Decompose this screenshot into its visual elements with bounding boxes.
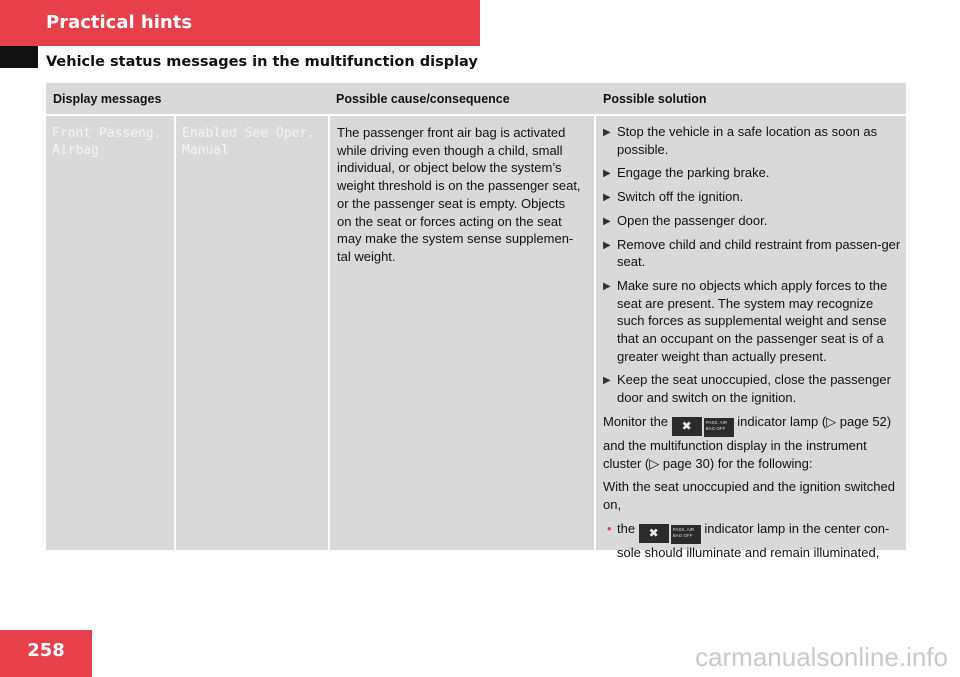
indicator-lamp — [672, 417, 734, 437]
step-item: ▶ Make sure no objects which apply forces to the seat are present. The system may recognize such forces as supplemental weight and sense that an occupant on the passenger seat is of a greater weight than actually present. — [603, 277, 888, 364]
cause-line: or the passenger seat is empty. Objects — [337, 195, 566, 211]
status-cell — [176, 116, 328, 550]
page-number-tab — [0, 630, 92, 677]
cause-line: on the seat or forces acting on the seat — [337, 213, 562, 229]
page-number: 258 — [27, 640, 65, 661]
step-item: ▶ Open the passenger door. — [603, 212, 902, 230]
header-bar — [0, 0, 480, 46]
bullet-dot-icon: • — [607, 520, 612, 536]
header-title: Practical hints — [46, 12, 193, 33]
step-item: ▶ Stop the vehicle in a safe location as soon as possible. — [603, 124, 878, 157]
arrow-right-icon: ▶ — [603, 375, 611, 387]
step-item: ▶ Switch off the ignition. — [603, 188, 902, 206]
airbag-person-icon: ✖ — [672, 417, 702, 436]
section-title: Vehicle status messages in the multifunction display — [46, 54, 478, 70]
status-line: Manual — [182, 143, 229, 158]
step-item: ▶ Keep the seat unoccupied, close the passenger door and switch on the ignition. — [603, 372, 891, 406]
indicator-lamp — [639, 524, 701, 544]
header-cause: Possible cause/consequence — [336, 92, 510, 106]
header-solution: Possible solution — [603, 92, 707, 106]
arrow-right-icon: ▶ — [603, 127, 611, 138]
pass-airbag-off-icon: PASS. AIR BAG OFF — [671, 525, 701, 544]
cause-line: weight threshold is on the passenger seat, — [337, 178, 581, 194]
cause-cell — [330, 116, 594, 550]
arrow-right-icon: ▶ — [603, 168, 611, 180]
solution-cell — [596, 116, 906, 560]
arrow-right-icon: ▶ — [603, 215, 611, 227]
message-line: Front Passeng. — [52, 126, 162, 141]
pass-airbag-off-icon: PASS. AIR BAG OFF — [704, 418, 734, 437]
status-line: Enabled See Oper. — [182, 126, 316, 141]
step-item: ▶ Remove child and child restraint from passen-ger seat. — [603, 236, 901, 270]
cause-line: while driving even though a child, small — [337, 142, 563, 158]
cause-line: tal weight. — [337, 248, 396, 264]
watermark: carmanualsonline.info — [695, 642, 948, 672]
airbag-person-icon: ✖ — [639, 524, 669, 543]
message-line: Airbag — [52, 143, 99, 158]
step-item: ▶ Engage the parking brake. — [603, 164, 902, 182]
cause-line: The passenger front air bag is activated — [337, 125, 566, 140]
message-cell — [46, 116, 174, 550]
cause-line: may make the system sense supplemen- — [337, 231, 574, 247]
arrow-right-icon: ▶ — [603, 239, 611, 251]
status-table — [46, 83, 906, 560]
section-marker — [0, 46, 38, 68]
monitor-paragraph: Monitor the ✖ PASS. AIR BAG OFF indicator lamp (▷ page 52) and the multifunction display in the instrument cluster (▷ page 30) for the following: — [603, 413, 892, 471]
cause-line: individual, or object below the system’s — [337, 160, 562, 176]
arrow-right-icon: ▶ — [603, 192, 611, 204]
unoccupied-paragraph: With the seat unoccupied and the ignition switched on, — [603, 479, 895, 512]
header-display-messages: Display messages — [53, 92, 162, 106]
bullet-item: • the ✖ PASS. AIR BAG OFF indicator lamp in the center con-sole should illuminate and remain illuminated, — [607, 520, 890, 560]
arrow-right-icon: ▶ — [603, 280, 611, 292]
table-header — [46, 83, 906, 114]
